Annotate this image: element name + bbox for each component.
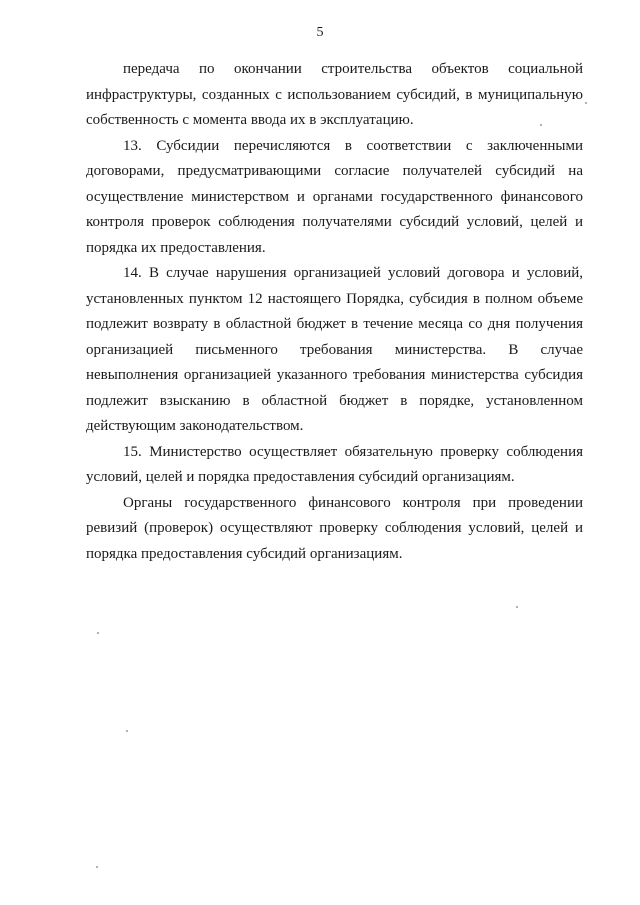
paragraph-control-bodies: Органы государственного финансового контроля при проведении ревизий (проверок) осуществляют проверку соблюдения условий, целей и порядка предоставления субсидий организациям. [86,494,583,562]
paragraph-item-13: 13. Субсидии перечисляются в соответствии с заключенными договорами, предусматривающими согласие получателей субсидий на осуществление министерством и органами государственного финансового контроля проверок соблюдения получателями субсидий условий, целей и порядка их предоставления. [86,137,583,256]
paragraph-item-14: 14. В случае нарушения организацией условий договора и условий, установленных пунктом 12 настоящего Порядка, субсидия в полном объеме подлежит возврату в областной бюджет в течение месяца со дня получения организацией письменного требования министерства. В случае невыполнения организацией указанного требования министерства субсидия подлежит взысканию в областной бюджет в порядке, установленном действующим законодательством. [86,265,583,434]
scan-speck [540,124,542,126]
document-body [86,57,583,567]
scan-speck [96,866,98,868]
scan-speck [585,102,587,104]
page-number: 5 [316,25,324,40]
scan-speck [97,632,99,634]
paragraph-item-15: 15. Министерство осуществляет обязательную проверку соблюдения условий, целей и порядка предоставления субсидий организациям. [86,443,583,485]
scan-speck [126,730,128,732]
paragraph-continuation: передача по окончании строительства объектов социальной инфраструктуры, созданных с использованием субсидий, в муниципальную собственность с момента ввода их в эксплуатацию. [86,61,583,128]
scan-speck [516,606,518,608]
